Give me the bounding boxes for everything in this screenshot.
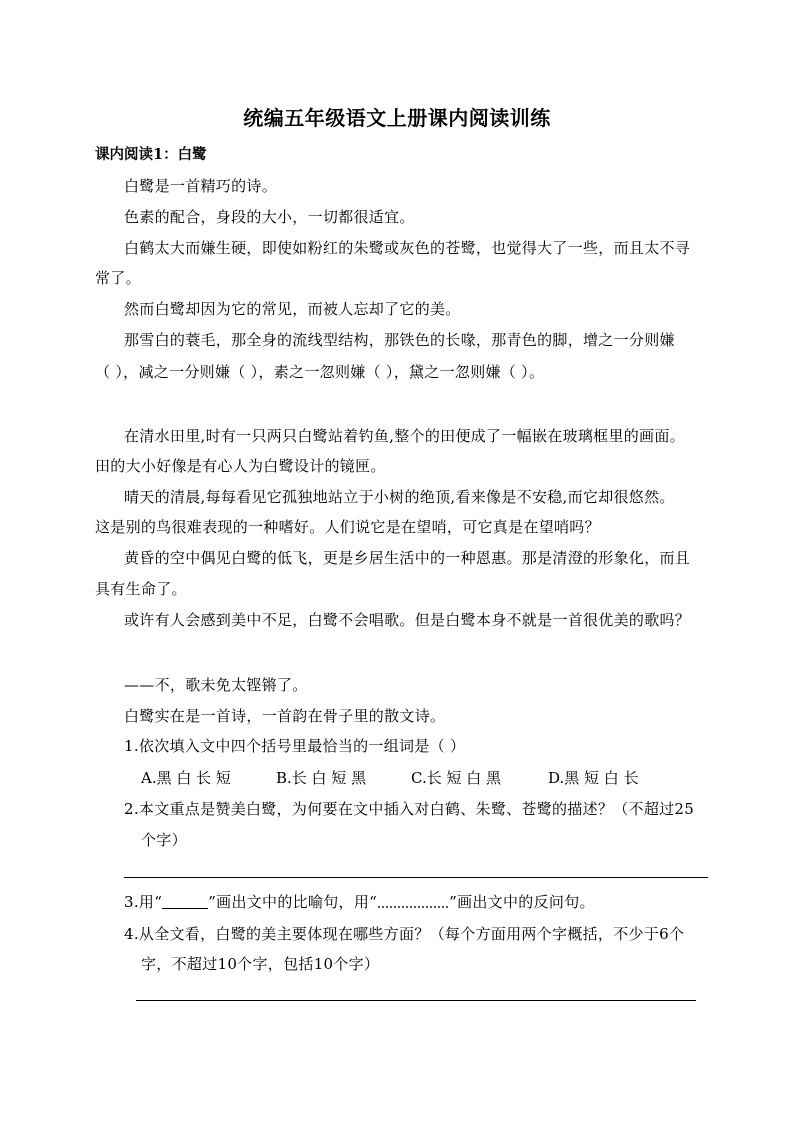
answer-line-q2 [124, 877, 708, 878]
question-2-line-1: 2.本文重点是赞美白鹭，为何要在文中插入对白鹤、朱鹭、苍鹭的描述？（不超过25 [124, 800, 695, 818]
section-heading: 课内阅读1：白鹭 [95, 146, 207, 163]
answer-line-q4 [136, 1000, 696, 1001]
paragraph-9: 或许有人会感到美中不足，白鹭不会唱歌。但是白鹭本身不就是一首很优美的歌吗？ [124, 611, 691, 629]
question-3 [124, 891, 744, 913]
option-b: B.长 白 短 黑 [276, 769, 367, 787]
question-1: 1.依次填入文中四个括号里最恰当的一组词是（ ） [124, 737, 466, 755]
option-c: C.长 短 白 黑 [411, 769, 502, 787]
paragraph-5-line-2: （ ），减之一分则嫌（ ），素之一忽则嫌（ ），黛之一忽则嫌（ ）。 [95, 363, 545, 381]
paragraph-1: 白鹭是一首精巧的诗。 [124, 177, 278, 195]
question-1-options [141, 767, 701, 789]
paragraph-8-line-2: 具有生命了。 [95, 580, 187, 598]
page-title: 统编五年级语文上册课内阅读训练 [243, 106, 551, 130]
question-2-line-2: 个字） [141, 831, 187, 849]
paragraph-10: ——不，歌未免太铿锵了。 [124, 676, 308, 694]
option-d: D.黑 短 白 长 [548, 769, 639, 787]
paragraph-8-line-1: 黄昏的空中偶见白鹭的低飞，更是乡居生活中的一种恩惠。那是清澄的形象化，而且 [124, 549, 691, 567]
question-3-middle: ”画出文中的比喻句，用“ [208, 893, 378, 911]
question-3-prefix: 3.用“ [124, 893, 163, 911]
paragraph-6-line-1: 在清水田里,时有一只两只白鹭站着钓鱼,整个的田便成了一幅嵌在玻璃框里的画面。 [124, 427, 685, 445]
paragraph-7-line-2: 这是别的鸟很难表现的一种嗜好。人们说它是在望哨，可它真是在望哨吗？ [95, 518, 600, 536]
question-3-suffix: ”画出文中的反问句。 [449, 893, 595, 911]
paragraph-3-line-2: 常了。 [95, 269, 141, 287]
paragraph-11: 白鹭实在是一首诗，一首韵在骨子里的散文诗。 [124, 707, 446, 725]
paragraph-4: 然而白鹭却因为它的常见，而被人忘却了它的美。 [124, 300, 461, 318]
paragraph-5-line-1: 那雪白的蓑毛，那全身的流线型结构，那铁色的长喙，那青色的脚，增之一分则嫌 [124, 331, 675, 349]
solid-underline-sample [162, 894, 208, 909]
option-a: A.黑 白 长 短 [141, 769, 231, 787]
question-4-line-2: 字，不超过10个字，包括10个字） [141, 955, 380, 973]
paragraph-7-line-1: 晴天的清晨,每每看见它孤独地站立于小树的绝顶,看来像是不安稳,而它却很悠然。 [124, 488, 675, 506]
wavy-underline-sample [377, 895, 449, 909]
paragraph-6-line-2: 田的大小好像是有心人为白鹭设计的镜匣。 [95, 457, 386, 475]
paragraph-3-line-1: 白鹤太大而嫌生硬，即使如粉红的朱鹭或灰色的苍鹭，也觉得大了一些，而且太不寻 [124, 239, 691, 257]
question-4-line-1: 4.从全文看，白鹭的美主要体现在哪些方面？（每个方面用两个字概括，不少于6个 [124, 925, 685, 943]
paragraph-2: 色素的配合，身段的大小，一切都很适宜。 [124, 208, 415, 226]
